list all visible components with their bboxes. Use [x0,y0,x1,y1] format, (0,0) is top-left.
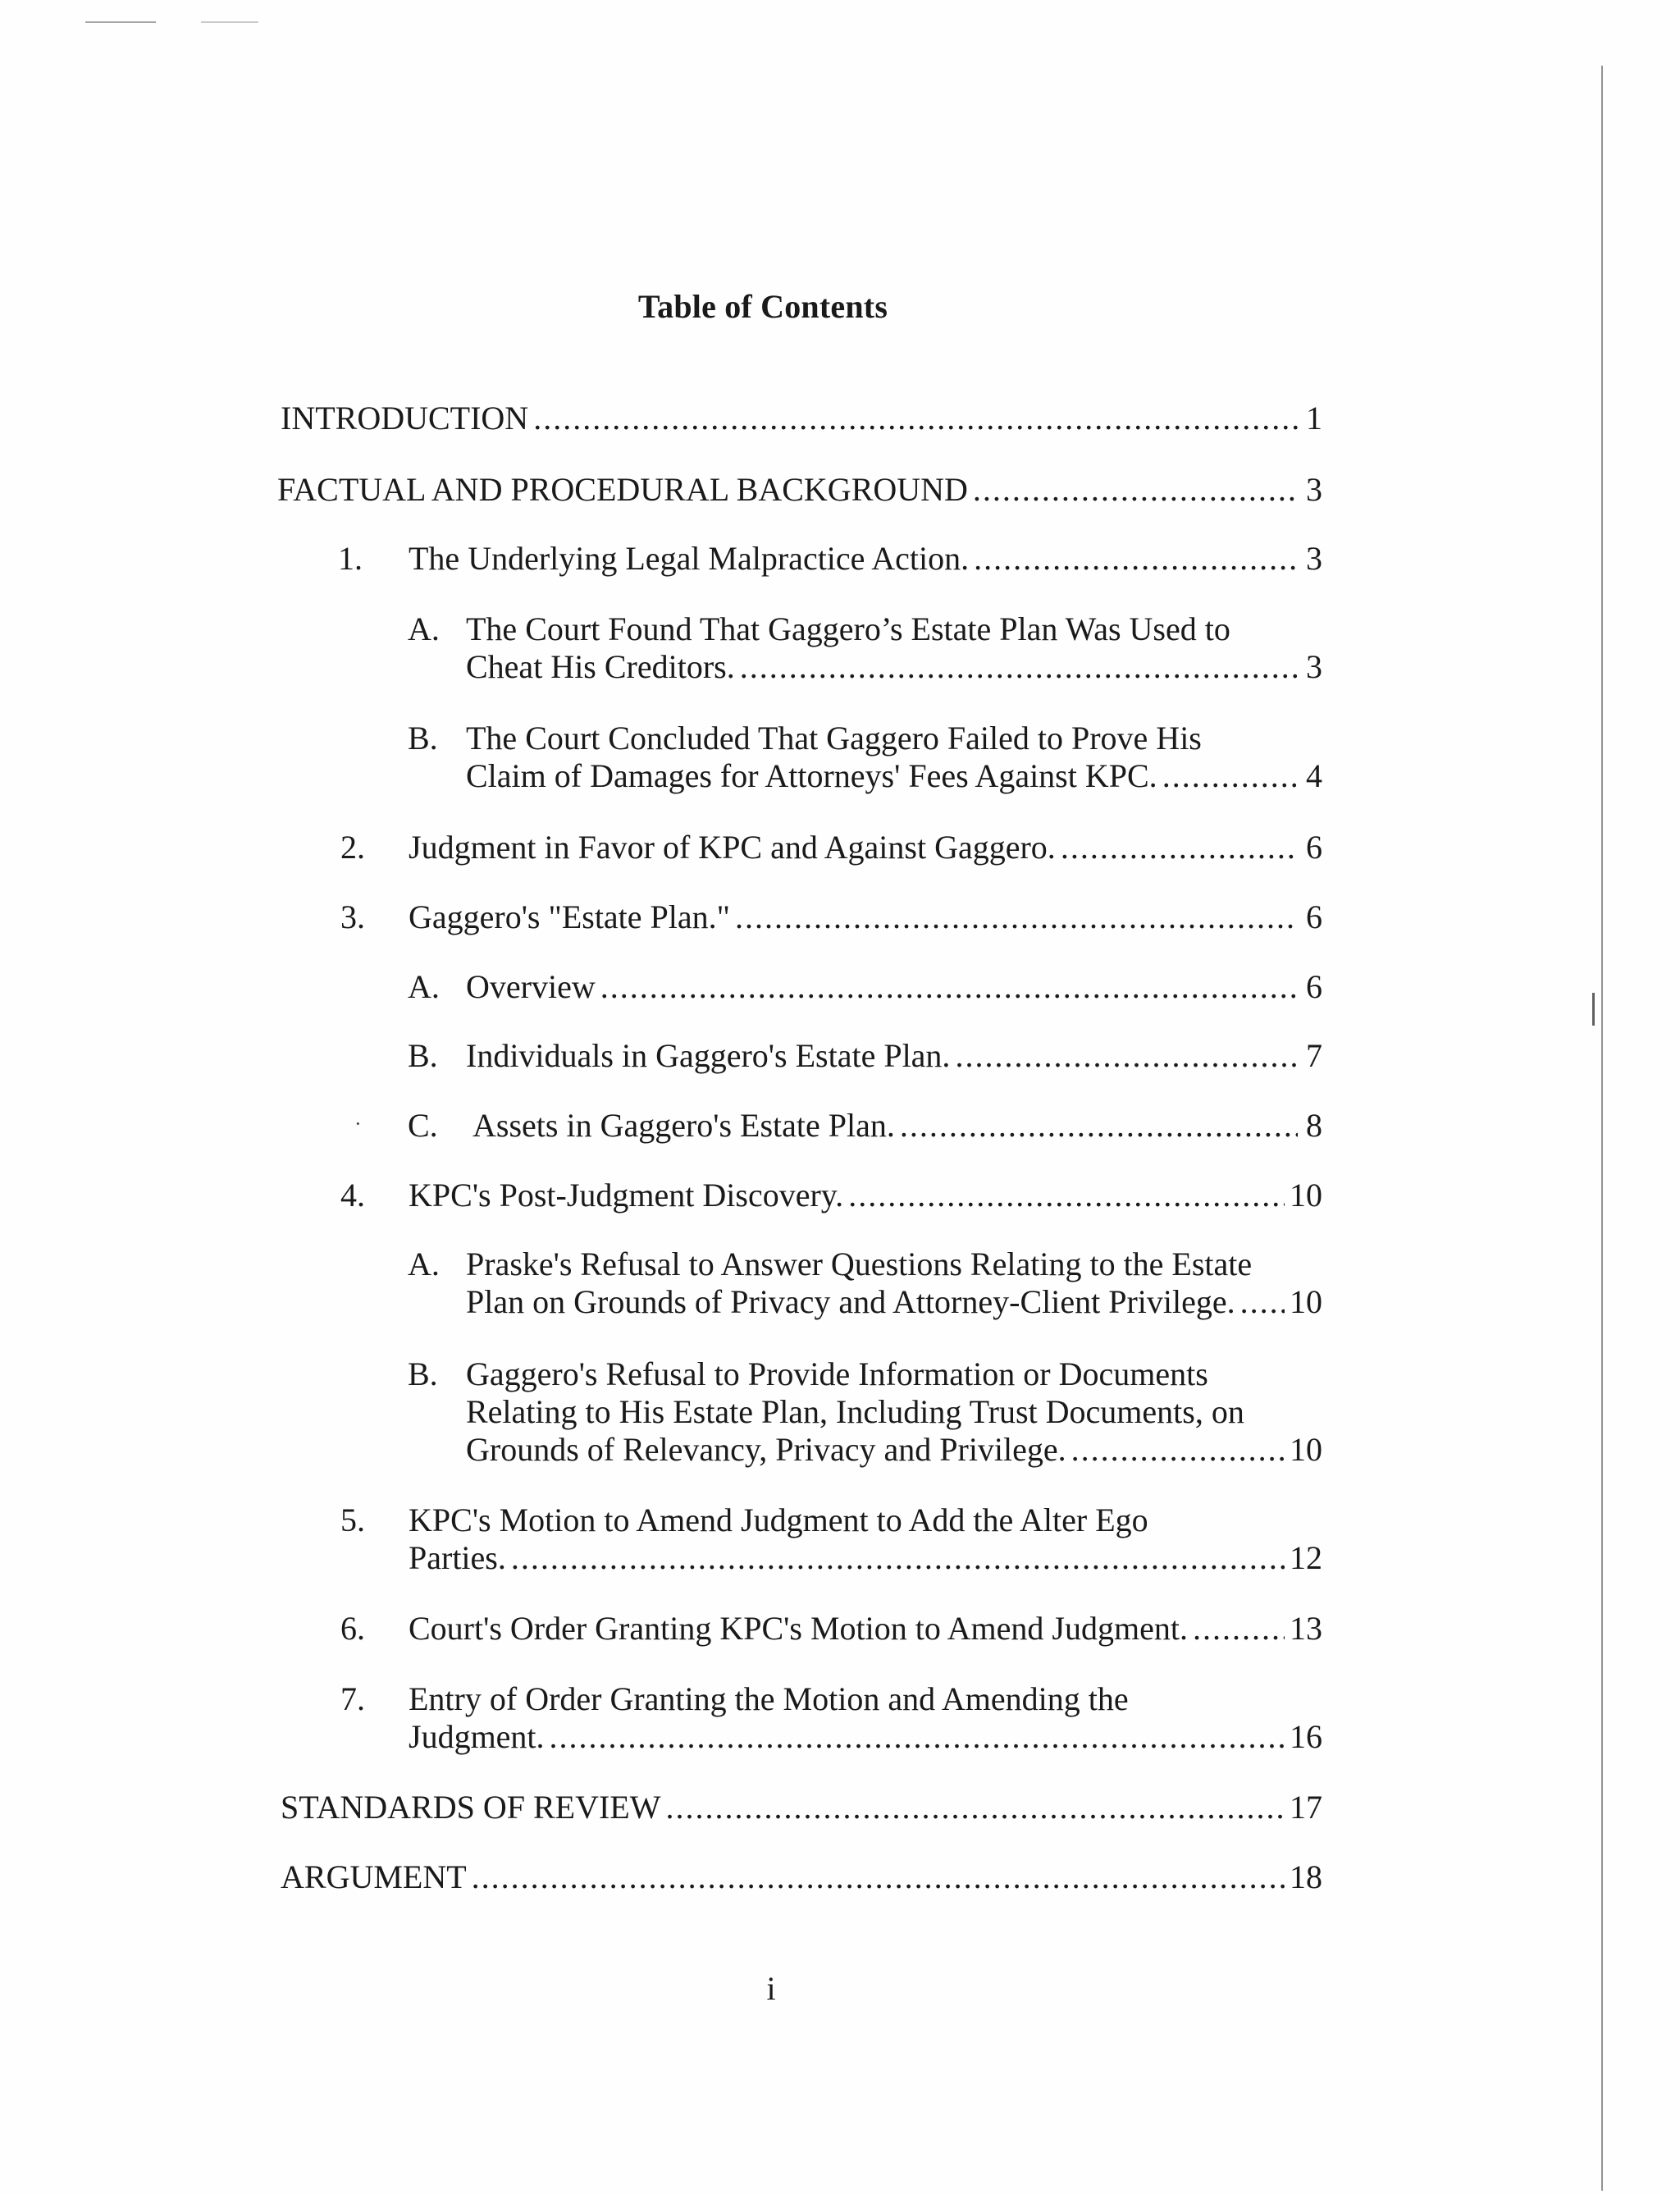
entry-page: 10 [1290,1283,1322,1320]
entry-label: Individuals in Gaggero's Estate Plan. [466,1037,951,1074]
toc-entry-5 [409,1502,1322,1577]
entry-page: 3 [1306,471,1322,508]
entry-page: 6 [1306,829,1322,866]
entry-label: FACTUAL AND PROCEDURAL BACKGROUND [277,471,968,508]
entry-label-line-2: Claim of Damages for Attorneys' Fees Against KPC. [466,757,1157,794]
entry-page: 10 [1290,1177,1322,1214]
entry-label: Gaggero's "Estate Plan." [409,898,730,935]
entry-letter: A. [408,610,440,647]
entry-number: 2. [340,829,365,866]
entry-label: Judgment in Favor of KPC and Against Gaggero. [409,829,1056,866]
entry-label-line-1: The Court Found That Gaggero’s Estate Plan Was Used to [466,610,1230,647]
entry-number: 1. [338,540,363,577]
toc-entry-3b [466,1037,1322,1075]
entry-page: 4 [1306,757,1322,794]
scan-artifact-top [85,21,156,23]
toc-entry-4 [409,1177,1322,1214]
entry-page: 12 [1290,1539,1322,1576]
entry-label-line-2: Parties. [409,1539,506,1576]
entry-label: Overview [466,968,596,1005]
entry-letter: A. [408,1246,440,1282]
entry-letter: A. [408,968,440,1005]
entry-number: 6. [340,1610,365,1647]
entry-page: 8 [1306,1107,1322,1144]
entry-label-line-2: Cheat His Creditors. [466,648,735,685]
entry-label: ARGUMENT [281,1858,467,1895]
toc-entry-3c [472,1107,1322,1145]
entry-label: Assets in Gaggero's Estate Plan. [472,1107,895,1144]
entry-page: 16 [1290,1718,1322,1755]
dot-leader [735,898,1298,936]
entry-label-line-1: KPC's Motion to Amend Judgment to Add the Alter Ego [409,1502,1148,1538]
entry-letter: C. [408,1107,438,1144]
entry-number: 4. [340,1177,365,1214]
scan-artifact-top [201,21,258,23]
entry-number: 3. [340,898,365,935]
entry-label-line-1: Entry of Order Granting the Motion and Amending the [409,1680,1129,1717]
entry-label-line-3: Grounds of Relevancy, Privacy and Privilege. [466,1431,1066,1468]
entry-page: 7 [1306,1037,1322,1074]
entry-label-line-1: The Court Concluded That Gaggero Failed to Prove His [466,720,1202,756]
dot-leader [973,471,1298,509]
entry-label: STANDARDS OF REVIEW [281,1789,661,1826]
entry-page: 3 [1306,648,1322,685]
entry-letter: B. [408,1037,438,1074]
dot-leader [600,968,1298,1006]
entry-label-line-1: Praske's Refusal to Answer Questions Relating to the Estate [466,1246,1253,1282]
entry-page: 10 [1290,1431,1322,1468]
toc-entry-6 [409,1610,1322,1648]
entry-page: 3 [1306,540,1322,577]
toc-entry-3 [409,898,1322,936]
toc-entry-factual-background [277,471,1322,509]
dot-leader [472,1858,1285,1896]
dot-leader [550,1718,1285,1756]
toc-entry-1a [466,610,1322,686]
toc-entry-4b [466,1355,1322,1469]
dot-leader [1193,1610,1285,1648]
toc-entry-7 [409,1680,1322,1756]
toc-entry-1 [409,540,1322,578]
dot-leader [511,1539,1285,1577]
entry-label-line-2: Judgment. [409,1718,545,1755]
entry-label: Court's Order Granting KPC's Motion to Amend Judgment. [409,1610,1188,1647]
entry-label-line-2: Plan on Grounds of Privacy and Attorney-Client Privilege. [466,1283,1235,1320]
toc-entry-1b [466,720,1322,795]
entry-label-line-1: Gaggero's Refusal to Provide Information or Documents [466,1355,1208,1392]
toc-entry-2 [409,829,1322,866]
dot-leader [740,648,1298,686]
dot-leader [533,400,1298,437]
dot-leader [665,1789,1285,1826]
toc-entry-argument [281,1858,1322,1896]
dot-leader [974,540,1298,578]
entry-page: 6 [1306,898,1322,935]
toc-entry-3a [466,968,1322,1006]
entry-label-line-2: Relating to His Estate Plan, Including Trust Documents, on [466,1393,1244,1430]
entry-letter: B. [408,1355,438,1392]
page-number-footer: i [766,1970,776,2007]
entry-letter: B. [408,720,438,756]
dot-leader [848,1177,1285,1214]
scan-speck: · [354,1112,362,1136]
scan-edge-line [1601,66,1603,2191]
dot-leader [1061,829,1298,866]
scan-edge-tick [1592,993,1595,1026]
dot-leader [955,1037,1298,1075]
entry-page: 17 [1290,1789,1322,1826]
dot-leader [900,1107,1298,1145]
entry-page: 6 [1306,968,1322,1005]
toc-entry-standards [281,1789,1322,1826]
toc-entry-4a [466,1246,1322,1321]
entry-label: INTRODUCTION [281,400,529,437]
toc-title: Table of Contents [637,288,888,325]
entry-number: 7. [340,1680,365,1717]
entry-page: 13 [1290,1610,1322,1647]
dot-leader [1071,1431,1285,1469]
entry-page: 1 [1306,400,1322,437]
toc-entry-introduction [281,400,1322,437]
dot-leader [1162,757,1298,795]
entry-page: 18 [1290,1858,1322,1895]
entry-number: 5. [340,1502,365,1538]
dot-leader [1240,1283,1285,1321]
entry-label: KPC's Post-Judgment Discovery. [409,1177,844,1214]
entry-label: The Underlying Legal Malpractice Action. [409,540,970,577]
